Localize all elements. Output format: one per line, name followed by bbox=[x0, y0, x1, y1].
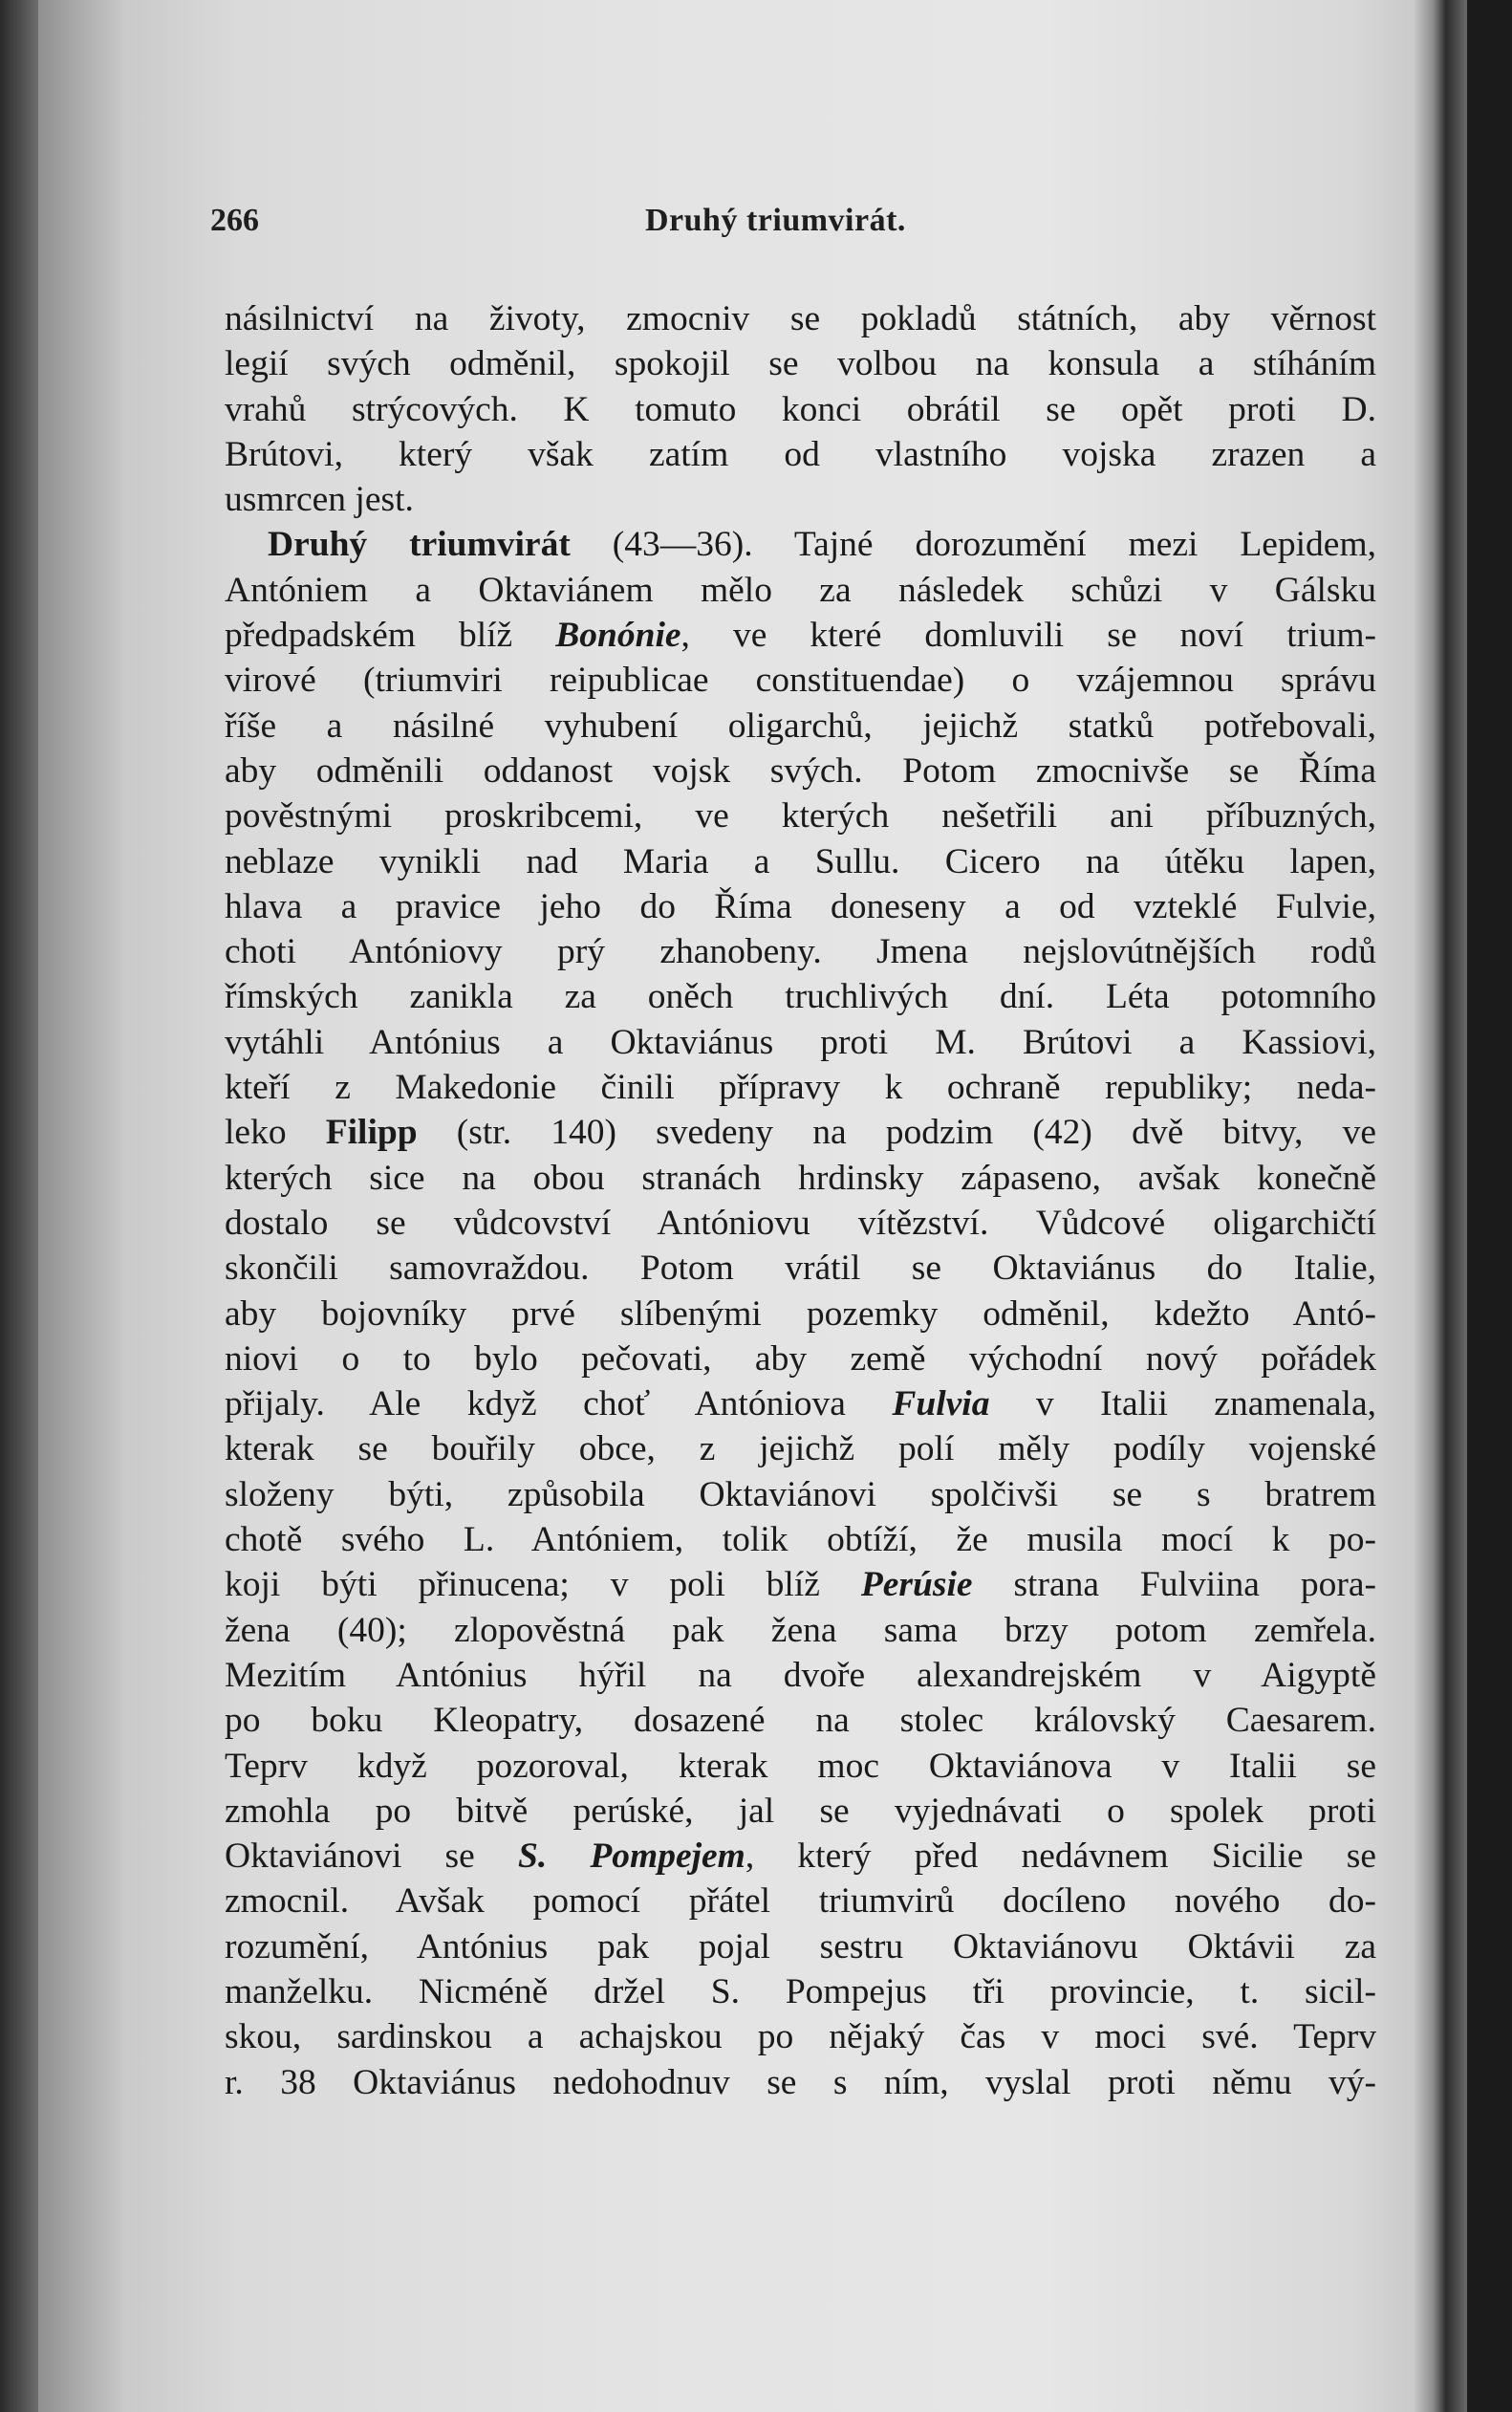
text-line bbox=[225, 749, 1376, 793]
text-line bbox=[225, 613, 1376, 658]
text-segment: skou, sardinskou a achajskou po nějaký čas v moci své. Teprv bbox=[225, 2017, 1376, 2057]
text-segment: vrahů strýcových. K tomuto konci obrátil se opět proti D. bbox=[225, 389, 1376, 429]
running-title: Druhý triumvirát. bbox=[645, 203, 906, 238]
text-segment: v Italii znamenala, bbox=[989, 1384, 1376, 1424]
text-line bbox=[225, 1969, 1376, 2014]
text-segment: Antóniem a Oktaviánem mělo za následek schůzi v Gálsku bbox=[225, 570, 1376, 610]
text-line bbox=[225, 1201, 1376, 1246]
bold-term: Filipp bbox=[325, 1113, 418, 1153]
text-segment: vytáhli Antónius a Oktaviánus proti M. Brútovi a Kassiovi, bbox=[225, 1022, 1376, 1062]
text-line bbox=[225, 1156, 1376, 1201]
text-segment: aby bojovníky prvé slíbenými pozemky odměnil, kdežto Antó- bbox=[225, 1293, 1376, 1334]
text-line bbox=[225, 1834, 1376, 1879]
text-line bbox=[225, 432, 1376, 477]
italic-term: S. Pompejem bbox=[517, 1836, 745, 1877]
text-line bbox=[225, 974, 1376, 1019]
text-line bbox=[225, 1924, 1376, 1969]
italic-term: Fulvia bbox=[892, 1384, 990, 1424]
text-segment: neblaze vynikli nad Maria a Sullu. Cicero na útěku lapen, bbox=[225, 841, 1376, 881]
text-line bbox=[225, 2060, 1376, 2105]
text-segment: , ve které domluvili se noví trium- bbox=[680, 616, 1376, 656]
text-segment: (43—36). Tajné dorozumění mezi Lepidem, bbox=[570, 525, 1376, 565]
text-segment: koji býti přinucena; v poli blíž bbox=[225, 1565, 861, 1605]
text-segment: leko bbox=[225, 1113, 326, 1153]
text-line bbox=[225, 1698, 1376, 1743]
text-line bbox=[225, 1517, 1376, 1562]
book-page bbox=[38, 0, 1467, 2412]
text-segment: kterých sice na obou stranách hrdinsky zápaseno, avšak konečně bbox=[225, 1158, 1376, 1198]
text-segment: předpadském blíž bbox=[225, 616, 556, 656]
text-segment: usmrcen jest. bbox=[225, 480, 414, 520]
text-segment: dostalo se vůdcovství Antóniovu vítězství. Vůdcové oligarchičtí bbox=[225, 1203, 1376, 1243]
text-segment: (str. 140) svedeny na podzim (42) dvě bitvy, ve bbox=[417, 1113, 1376, 1153]
text-segment: legií svých odměnil, spokojil se volbou na konsula a stíháním bbox=[225, 344, 1376, 384]
text-segment: hlava a pravice jeho do Říma doneseny a od vzteklé Fulvie, bbox=[225, 886, 1376, 926]
text-segment: Brútovi, který však zatím od vlastního vojska zrazen a bbox=[225, 434, 1376, 474]
text-line bbox=[225, 1472, 1376, 1517]
italic-term: Bonónie bbox=[555, 616, 681, 656]
text-segment: složeny býti, způsobila Oktaviánovi spolčivši se s bratrem bbox=[225, 1474, 1376, 1514]
book-spine-shadow bbox=[1415, 0, 1467, 2412]
text-line bbox=[225, 1426, 1376, 1471]
text-segment: Oktaviánovi se bbox=[225, 1836, 518, 1877]
text-segment: , který před nedávnem Sicilie se bbox=[745, 1836, 1376, 1877]
text-line bbox=[225, 341, 1376, 386]
text-line bbox=[225, 1608, 1376, 1653]
text-segment: Mezitím Antónius hýřil na dvoře alexandrejském v Aigyptě bbox=[225, 1655, 1376, 1695]
text-line bbox=[225, 884, 1376, 929]
text-line bbox=[225, 1562, 1376, 1607]
page-number: 266 bbox=[210, 203, 259, 238]
text-line bbox=[225, 296, 1376, 341]
text-line bbox=[225, 1789, 1376, 1834]
text-segment: niovi o to bylo pečovati, aby země východní nový pořádek bbox=[225, 1338, 1376, 1379]
text-line bbox=[225, 929, 1376, 974]
text-line bbox=[225, 568, 1376, 613]
text-segment: choti Antóniovy prý zhanobeny. Jmena nejslovútnějších rodů bbox=[225, 932, 1376, 972]
text-line bbox=[225, 477, 1376, 522]
text-segment: zmohla po bitvě perúské, jal se vyjednávati o spolek proti bbox=[225, 1791, 1376, 1831]
text-segment: manželku. Nicméně držel S. Pompejus tři provincie, t. sicil- bbox=[225, 1971, 1376, 2011]
text-line bbox=[225, 2014, 1376, 2059]
text-segment: chotě svého L. Antóniem, tolik obtíží, že musila mocí k po- bbox=[225, 1520, 1376, 1560]
text-segment: říše a násilné vyhubení oligarchů, jejichž statků potřebovali, bbox=[225, 706, 1376, 746]
text-line bbox=[225, 704, 1376, 749]
text-line bbox=[225, 1336, 1376, 1381]
text-segment: rozumění, Antónius pak pojal sestru Oktaviánovu Oktávii za bbox=[225, 1926, 1376, 1967]
text-line bbox=[225, 1879, 1376, 1923]
bold-term: Druhý triumvirát bbox=[268, 525, 571, 565]
page-header bbox=[210, 203, 1357, 250]
italic-term: Perúsie bbox=[860, 1565, 973, 1605]
text-line bbox=[225, 1246, 1376, 1291]
text-line bbox=[225, 1110, 1376, 1155]
text-segment: aby odměnili oddanost vojsk svých. Potom zmocnivše se Říma bbox=[225, 750, 1376, 791]
text-segment: Teprv když pozoroval, kterak moc Oktaviánova v Italii se bbox=[225, 1746, 1376, 1786]
text-segment: skončili samovraždou. Potom vrátil se Oktaviánus do Italie, bbox=[225, 1249, 1376, 1289]
text-segment: násilnictví na životy, zmocniv se pokladů státních, aby věrnost bbox=[225, 299, 1376, 338]
text-segment: přijaly. Ale když choť Antóniova bbox=[225, 1384, 893, 1424]
text-segment: římských zanikla za oněch truchlivých dní. Léta potomního bbox=[225, 977, 1376, 1017]
text-segment: strana Fulviina pora- bbox=[972, 1565, 1376, 1605]
text-segment: pověstnými proskribcemi, ve kterých nešetřili ani příbuzných, bbox=[225, 796, 1376, 837]
text-segment: po boku Kleopatry, dosazené na stolec královský Caesarem. bbox=[225, 1701, 1376, 1741]
text-segment: kteří z Makedonie činili přípravy k ochraně republiky; neda- bbox=[225, 1068, 1376, 1108]
text-segment: virové (triumviri reipublicae constituendae) o vzájemnou správu bbox=[225, 661, 1376, 701]
text-line bbox=[225, 1292, 1376, 1336]
body-text bbox=[225, 296, 1376, 2105]
text-line bbox=[225, 1381, 1376, 1426]
text-line bbox=[225, 839, 1376, 884]
text-line bbox=[225, 1065, 1376, 1110]
text-line bbox=[225, 522, 1376, 567]
text-line bbox=[225, 387, 1376, 432]
text-line bbox=[225, 658, 1376, 703]
text-line bbox=[225, 793, 1376, 838]
text-line bbox=[225, 1020, 1376, 1065]
text-segment: r. 38 Oktaviánus nedohodnuv se s ním, vyslal proti němu vý- bbox=[225, 2062, 1376, 2102]
text-line bbox=[225, 1653, 1376, 1698]
text-line bbox=[225, 1744, 1376, 1789]
text-segment: kterak se bouřily obce, z jejichž polí měly podíly vojenské bbox=[225, 1429, 1376, 1469]
text-segment: zmocnil. Avšak pomocí přátel triumvirů docíleno nového do- bbox=[225, 1881, 1376, 1922]
text-segment: žena (40); zlopověstná pak žena sama brzy potom zemřela. bbox=[225, 1610, 1376, 1650]
